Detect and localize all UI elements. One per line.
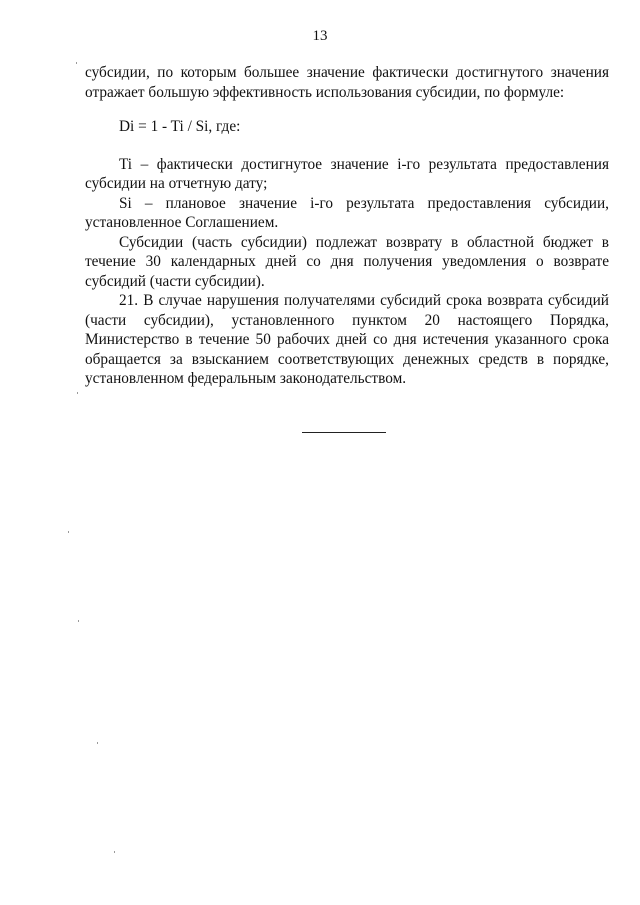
scan-speck xyxy=(77,392,78,394)
paragraph-si-definition: Si – плановое значение i-го результата предоставления субсидии, установленное Соглашением. xyxy=(85,194,609,231)
scan-speck xyxy=(68,531,69,533)
document-body xyxy=(85,63,609,389)
formula-line: Di = 1 - Ti / Si, где: xyxy=(119,118,241,135)
page-number: 13 xyxy=(312,28,328,44)
paragraph-item-21: 21. В случае нарушения получателями субсидий срока возврата субсидий (части субсидии), установленного пунктом 20 настоящего Порядка, Министерство в течение 50 рабочих дней со дня истечения указанного срока обращается за взысканием соответствующих денежных средств в порядке, установленном федеральным законодательством. xyxy=(85,292,609,387)
paragraph-refund: Субсидии (часть субсидии) подлежат возврату в областной бюджет в течение 30 календарных дней со дня получения уведомления о возврате субсидий (части субсидии). xyxy=(85,233,609,290)
scan-speck xyxy=(97,742,98,744)
paragraph-continuation: субсидии, по которым большее значение фактически достигнутого значения отражает большую эффективность использования субсидии, по формуле: xyxy=(85,64,609,101)
scan-speck xyxy=(76,62,77,64)
scan-speck xyxy=(78,620,79,622)
end-separator-line xyxy=(302,432,386,433)
scan-speck xyxy=(114,851,115,853)
paragraph-ti-definition: Ti – фактически достигнутое значение i-го результата предоставления субсидии на отчетную дату; xyxy=(85,155,609,192)
